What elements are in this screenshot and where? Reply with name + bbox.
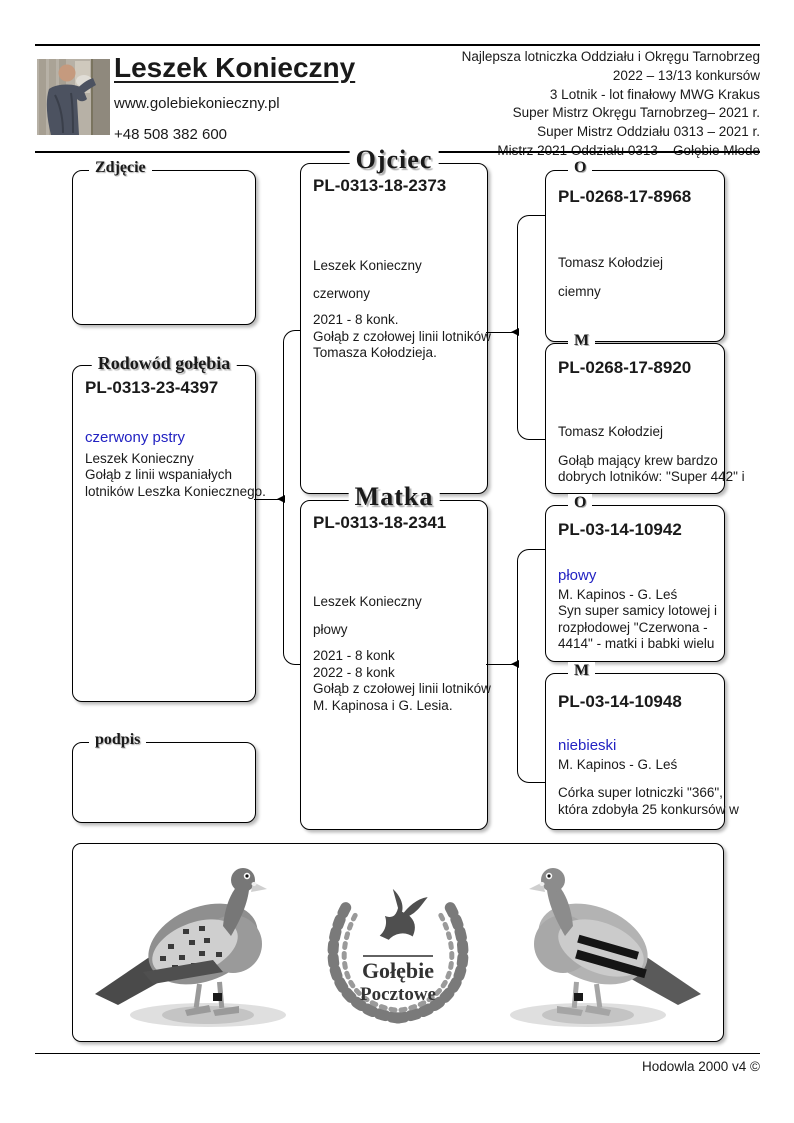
subject-note: Gołąb z linii wspaniałych bbox=[85, 467, 233, 482]
mother-father-owner: M. Kapinos - G. Leś bbox=[558, 586, 678, 602]
achievement-line: 2022 – 13/13 konkursów bbox=[612, 67, 760, 83]
subject-ring-number: PL-0313-23-4397 bbox=[85, 378, 219, 397]
father-owner: Leszek Konieczny bbox=[313, 258, 422, 273]
signature-box bbox=[72, 731, 256, 823]
mother-mother-note: Córka super lotniczki "366", bbox=[558, 785, 723, 800]
connector-arrow-icon bbox=[511, 328, 519, 336]
mother-father-note: Syn super samicy lotowej i bbox=[558, 603, 718, 618]
mother-box bbox=[300, 482, 491, 830]
footer-divider bbox=[35, 1053, 760, 1054]
mother-mother-color: niebieski bbox=[558, 737, 617, 754]
father-box bbox=[300, 145, 491, 494]
emblem-title: Gołębie bbox=[361, 958, 435, 983]
father-mother-note: dobrych lotników: "Super 442" i bbox=[558, 469, 745, 484]
achievements-list bbox=[462, 48, 760, 161]
father-ring-number: PL-0313-18-2373 bbox=[313, 176, 447, 195]
banner-box bbox=[72, 843, 724, 1042]
father-note: Tomasza Kołodzieja. bbox=[313, 345, 437, 360]
header-top-divider bbox=[35, 44, 760, 46]
pedigree-connector-father-parents bbox=[517, 215, 546, 440]
father-note: 2021 - 8 konk. bbox=[313, 312, 399, 327]
software-credit: Hodowla 2000 v4 © bbox=[641, 1059, 760, 1074]
father-father-owner: Tomasz Kołodziej bbox=[558, 255, 664, 270]
father-color: czerwony bbox=[313, 285, 371, 301]
dove-icon bbox=[378, 886, 430, 941]
breeder-phone: +48 508 382 600 bbox=[114, 126, 228, 143]
achievement-line: Najlepsza lotniczka Oddziału i Okręgu Tarnobrzeg bbox=[461, 49, 760, 64]
father-box-label: Ojciec bbox=[350, 145, 439, 175]
connector-arrow-icon bbox=[511, 660, 519, 668]
mother-father-note: rozpłodowej "Czerwona - bbox=[558, 619, 708, 635]
mother-father-box-label: O bbox=[568, 494, 592, 512]
mother-father-box bbox=[545, 494, 725, 662]
pigeon-left-image bbox=[95, 868, 286, 1027]
father-mother-box bbox=[545, 332, 745, 494]
photo-box-label: Zdjęcie bbox=[89, 159, 152, 177]
emblem-subtitle: Pocztowe bbox=[360, 984, 436, 1005]
father-mother-owner: Tomasz Kołodziej bbox=[558, 424, 664, 439]
mother-mother-note: która zdobyła 25 konkursów w bbox=[558, 801, 739, 817]
father-father-box bbox=[545, 159, 725, 342]
pigeon-right-image bbox=[510, 868, 701, 1027]
father-father-ring-number: PL-0268-17-8968 bbox=[558, 187, 692, 206]
father-father-color: ciemny bbox=[558, 283, 601, 299]
father-note: Gołąb z czołowej linii lotników bbox=[313, 328, 491, 344]
achievement-line: Super Mistrz Oddziału 0313 – 2021 r. bbox=[537, 124, 760, 140]
mother-mother-ring-number: PL-03-14-10948 bbox=[558, 692, 682, 711]
breeder-website: www.golebiekonieczny.pl bbox=[114, 95, 280, 112]
mother-mother-owner: M. Kapinos - G. Leś bbox=[558, 756, 678, 772]
father-mother-note: Gołąb mający krew bardzo bbox=[558, 452, 718, 468]
subject-color: czerwony pstry bbox=[85, 429, 186, 446]
breeder-name: Leszek Konieczny bbox=[114, 52, 356, 83]
mother-box-label: Matka bbox=[349, 482, 440, 512]
signature-box-label: podpis bbox=[89, 731, 146, 749]
mother-ring-number: PL-0313-18-2341 bbox=[313, 513, 447, 532]
mother-note: 2022 - 8 konk bbox=[313, 664, 395, 680]
pedigree-connector-mother-parents bbox=[517, 549, 546, 783]
father-mother-ring-number: PL-0268-17-8920 bbox=[558, 358, 692, 377]
achievement-line: 3 Lotnik - lot finałowy MWG Krakus bbox=[549, 86, 760, 102]
mother-note: 2021 - 8 konk bbox=[313, 648, 395, 663]
mother-color: płowy bbox=[313, 621, 348, 637]
mother-note: M. Kapinosa i G. Lesia. bbox=[313, 697, 453, 713]
father-mother-box-label: M bbox=[568, 332, 595, 350]
father-father-box-label: O bbox=[568, 159, 592, 177]
mother-note: Gołąb z czołowej linii lotników bbox=[313, 681, 491, 696]
breeder-photo-image bbox=[37, 59, 110, 135]
subject-note: lotników Leszka Koniecznego. bbox=[85, 483, 266, 499]
mother-father-color: płowy bbox=[558, 567, 597, 584]
mother-mother-box bbox=[545, 662, 739, 830]
mother-father-ring-number: PL-03-14-10942 bbox=[558, 520, 682, 539]
mother-father-note: 4414" - matki i babki wielu bbox=[558, 636, 715, 651]
pedigree-connector-parents bbox=[283, 330, 301, 665]
subject-owner: Leszek Konieczny bbox=[85, 450, 194, 466]
mother-mother-box-label: M bbox=[568, 662, 595, 680]
banner-artwork bbox=[73, 844, 723, 1041]
photo-box bbox=[72, 159, 256, 325]
breeder-photo bbox=[37, 59, 110, 135]
connector-arrow-icon bbox=[277, 495, 285, 503]
subject-box-label: Rodowód gołębia bbox=[92, 353, 237, 374]
subject-box bbox=[72, 353, 266, 702]
achievement-line: Super Mistrz Okręgu Tarnobrzeg– 2021 r. bbox=[512, 105, 760, 121]
mother-owner: Leszek Konieczny bbox=[313, 594, 422, 609]
